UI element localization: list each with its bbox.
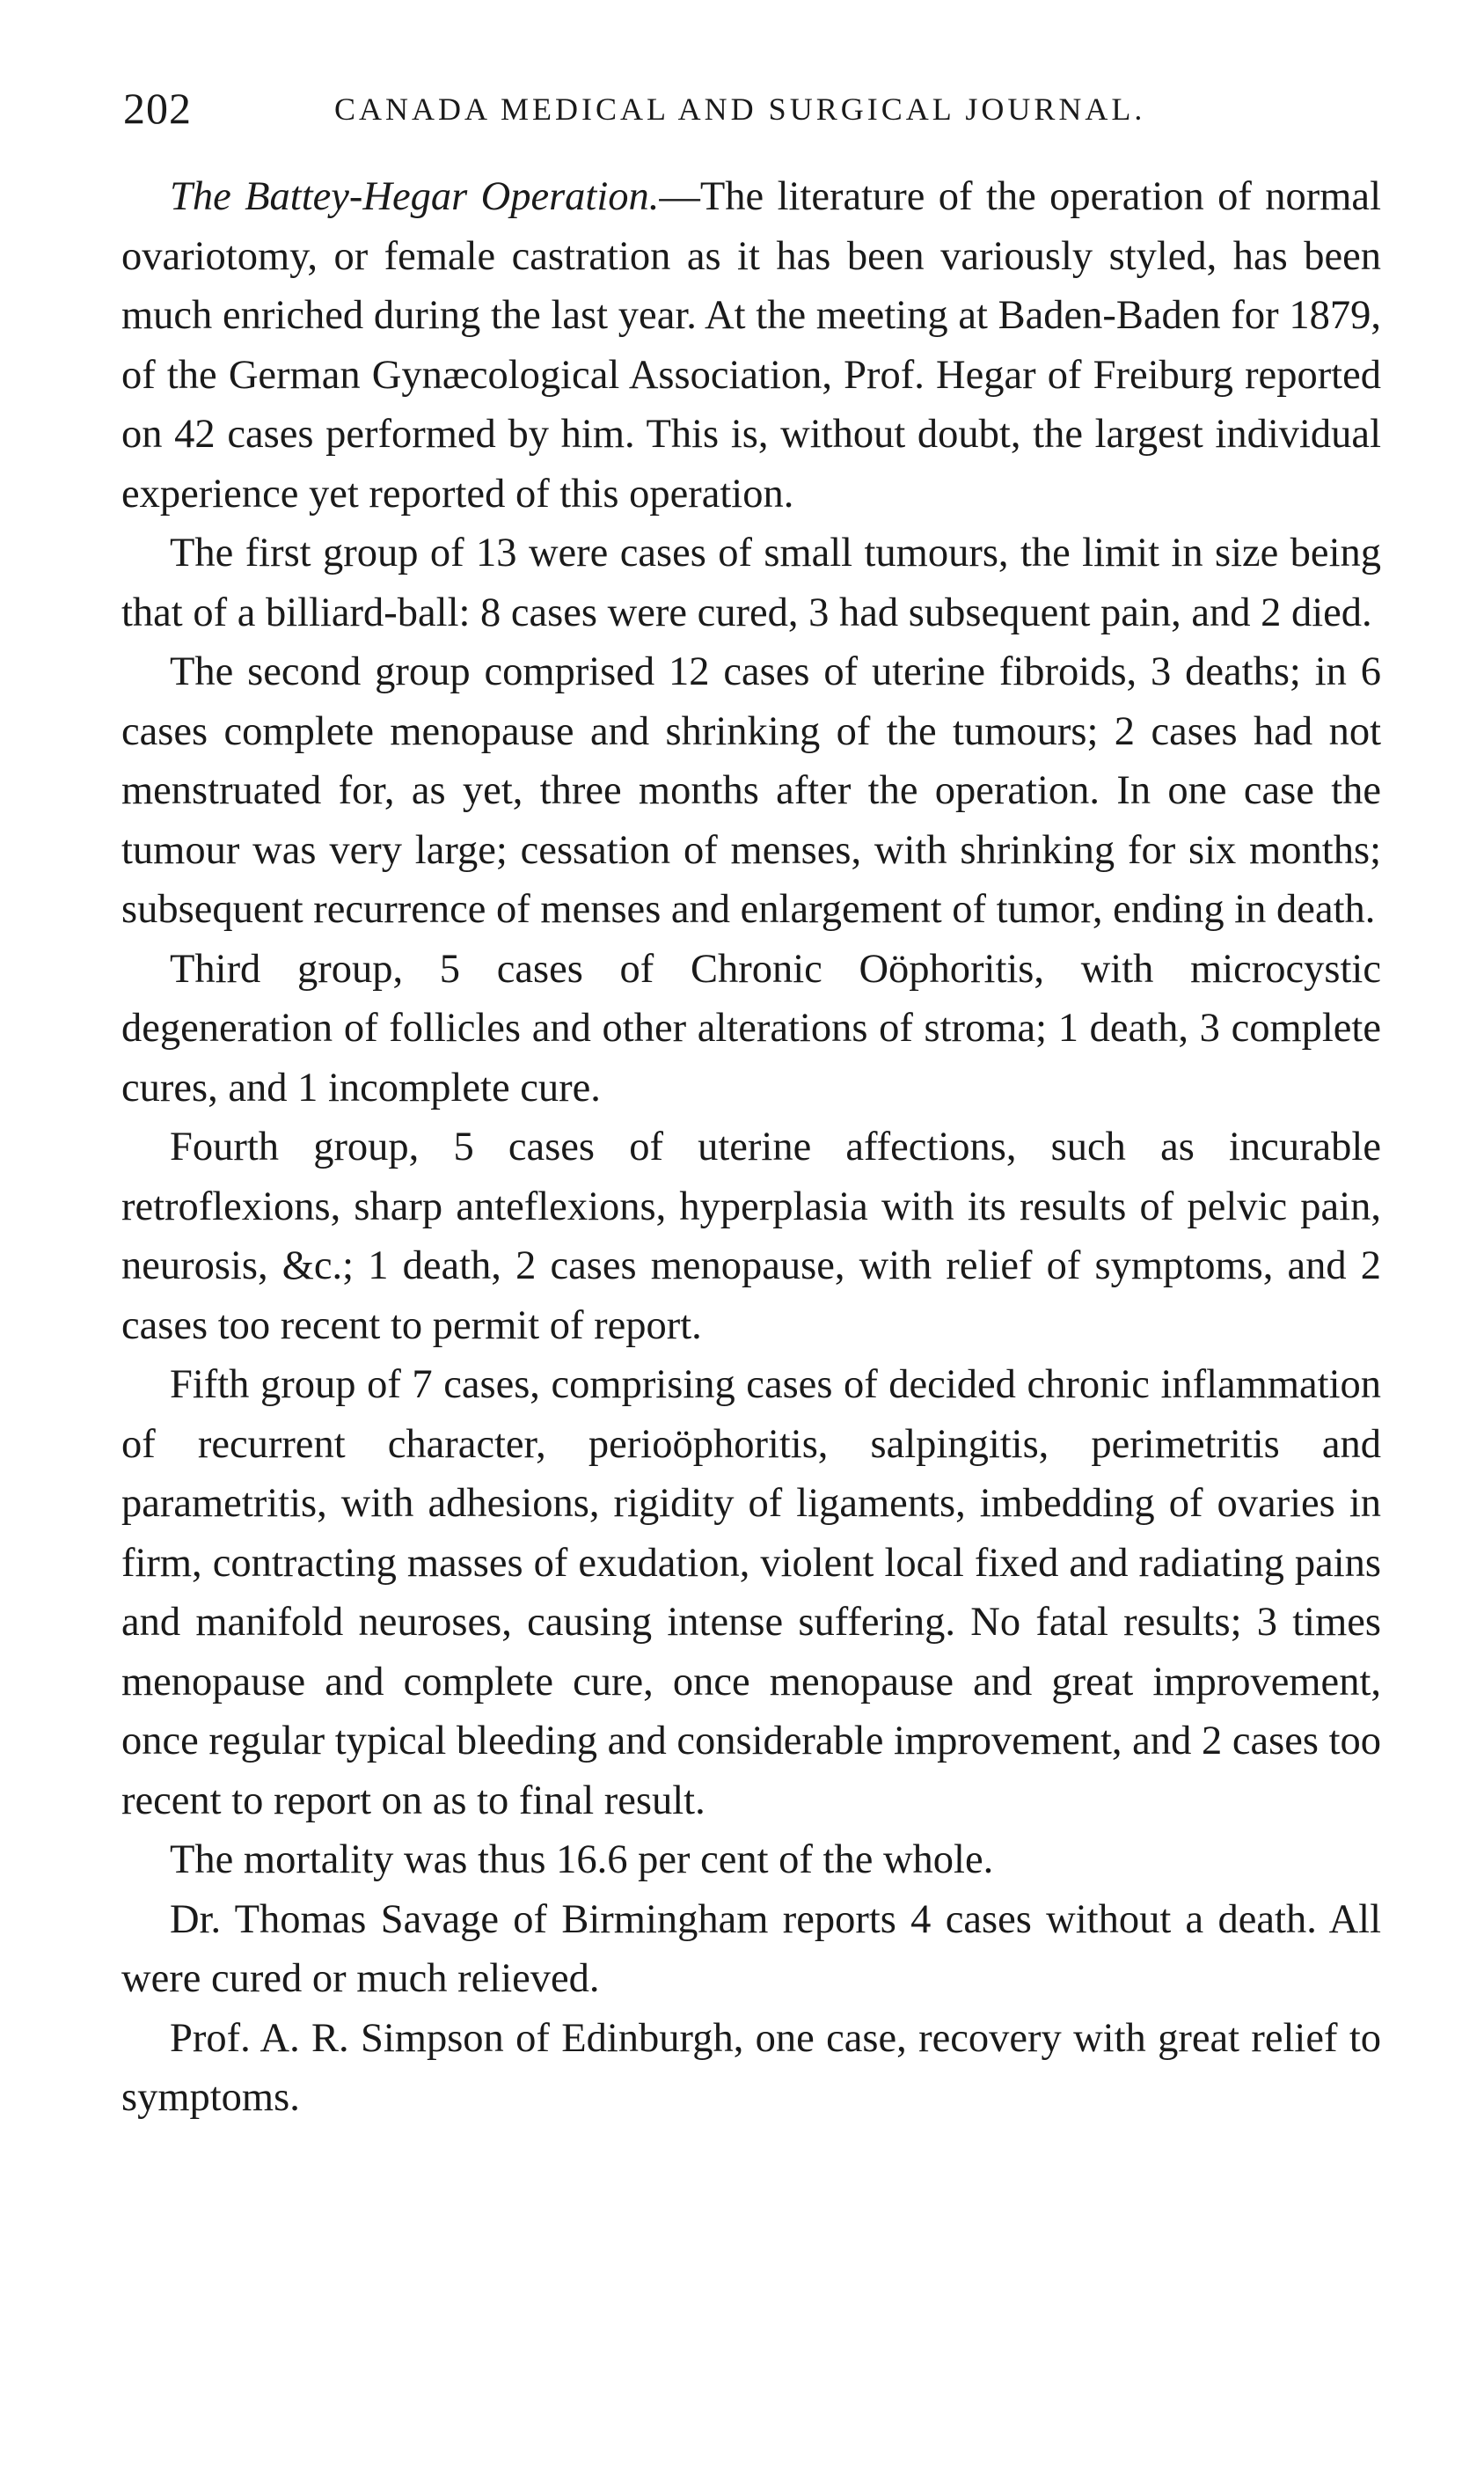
section-title: The Battey-Hegar Operation. bbox=[170, 174, 660, 219]
paragraph-mortality: The mortality was thus 16.6 per cent of the whole. bbox=[170, 1837, 994, 1882]
paragraph-fifth-group: Fifth group of 7 cases, comprising cases of decided chronic inflammation of recurrent character, perioöphoritis, salpingitis, perimetritis and parametritis, with adhesions, rigidity of ligaments, imbedding of ovaries in firm, contracting masses of exudation, violent local fixed and radiating pains and manifold neuroses, causing intense suffering. No fatal results; 3 times menopause and complete cure, once menopause and great improvement, once regular typical bleeding and considerable improvement, and 2 cases too recent to report on as to final result. bbox=[121, 1362, 1381, 1823]
paragraph-first-group: The first group of 13 were cases of small tumours, the limit in size being that of a billiard-ball: 8 cases were cured, 3 had subsequent pain, and 2 died. bbox=[121, 531, 1381, 635]
paragraph-intro bbox=[121, 167, 1381, 524]
paragraph-second-group: The second group comprised 12 cases of uterine fibroids, 3 deaths; in 6 cases complete menopause and shrinking of the tumours; 2 cases had not menstruated for, as yet, three months after the operation. In one case the tumour was very large; cessation of menses, with shrinking for six months; subsequent recurrence of menses and enlargement of tumor, ending in death. bbox=[121, 649, 1381, 932]
paragraph-third-group: Third group, 5 cases of Chronic Oöphoritis, with microcystic degeneration of follicles and other alterations of stroma; 1 death, 3 complete cures, and 1 incomplete cure. bbox=[121, 946, 1381, 1111]
journal-title: CANADA MEDICAL AND SURGICAL JOURNAL. bbox=[334, 92, 1146, 127]
paragraph-savage-report: Dr. Thomas Savage of Birmingham reports 4 cases without a death. All were cured or much relieved. bbox=[121, 1896, 1381, 2001]
page-number: 202 bbox=[123, 84, 192, 133]
paragraph-text: —The literature of the operation of normal ovariotomy, or female castration as it has been variously styled, has been much enriched during the last year. At the meeting at Baden-Baden for 1879, of the German Gynæcological Association, Prof. Hegar of Freiburg reported on 42 cases performed by him. This is, without doubt, the largest individual experience yet reported of this operation. bbox=[121, 174, 1381, 517]
paragraph-fourth-group: Fourth group, 5 cases of uterine affections, such as incurable retroflexions, sharp anteflexions, hyperplasia with its results of pelvic pain, neurosis, &c.; 1 death, 2 cases menopause, with relief of symptoms, and 2 cases too recent to permit of report. bbox=[121, 1125, 1381, 1348]
paragraph-simpson-report: Prof. A. R. Simpson of Edinburgh, one case, recovery with great relief to symptoms. bbox=[121, 2015, 1381, 2120]
running-head bbox=[123, 77, 1390, 139]
article-body bbox=[121, 167, 1381, 2128]
